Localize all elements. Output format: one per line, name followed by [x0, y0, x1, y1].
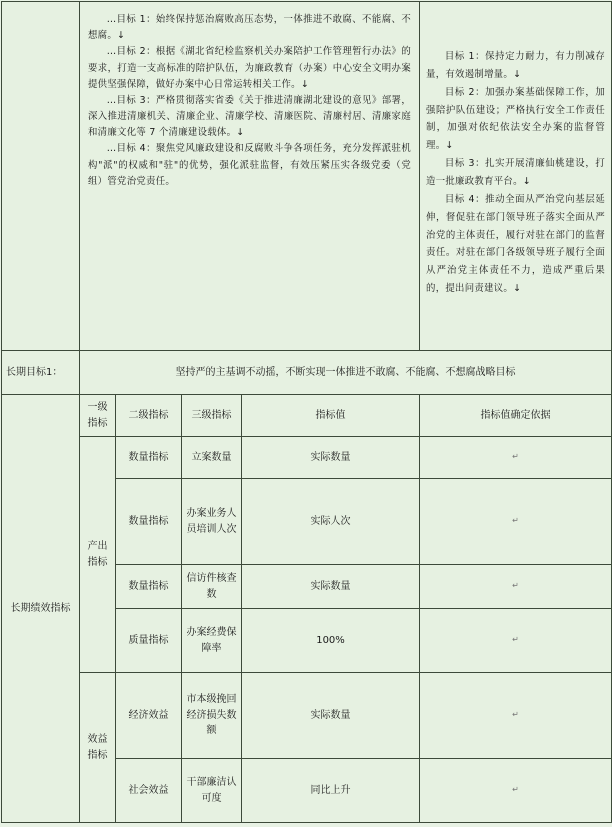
- header-level1: 一级指标: [80, 395, 116, 437]
- row-value: 100%: [242, 609, 420, 673]
- table-row: [2, 673, 612, 759]
- row-level2: 数量指标: [116, 437, 182, 479]
- row-basis: ↵: [420, 565, 612, 609]
- row-level2: 数量指标: [116, 565, 182, 609]
- long-term-goal-text: 坚持严的主基调不动摇，不断实现一体推进不敢腐、不能腐、不想腐战略目标: [80, 351, 612, 395]
- row-level3: 信访件核查数: [182, 565, 242, 609]
- table-row: [2, 437, 612, 479]
- row-level2: 数量指标: [116, 479, 182, 565]
- header-level3: 三级指标: [182, 395, 242, 437]
- row-value: 实际数量: [242, 673, 420, 759]
- goal-right-2: 目标 2：加强办案基础保障工作，加强陪护队伍建设；严格执行安全工作责任制，加强对依纪依法安全办案的监督管理。↓: [426, 86, 606, 152]
- header-value: 指标值: [242, 395, 420, 437]
- row-basis: ↵: [420, 673, 612, 759]
- long-term-goal-label: 长期目标1：: [2, 351, 80, 395]
- long-term-kpi-label: 长期绩效指标: [2, 395, 80, 823]
- goal-left-2: …目标 2：根据《湖北省纪检监察机关办案陪护工作管理暂行办法》的要求，打造一支高标准的陪护队伍，为廉政教育（办案）中心安全文明办案提供坚强保障，做好办案中心日常运转相关工作。↓: [88, 46, 412, 90]
- annual-goals-left-cell: [80, 2, 420, 351]
- goal-right-1: 目标 1：保持定力耐力，有力削减存量，有效遏制增量。↓: [426, 51, 606, 80]
- header-basis: 指标值确定依据: [420, 395, 612, 437]
- row-level3: 市本级挽回经济损失数额: [182, 673, 242, 759]
- row-basis: ↵: [420, 759, 612, 823]
- goal-left-4: …目标 4：聚焦党风廉政建设和反腐败斗争各项任务，充分发挥派驻机构"派"的权威和"驻"的优势，强化派驻监督，有效压紧压实各级党委（党组）管党治党责任。: [88, 143, 412, 187]
- goal-right-3: 目标 3：扎实开展清廉仙桃建设，打造一批廉政教育平台。↓: [426, 158, 606, 188]
- goals-row-label-cell: [2, 2, 80, 351]
- row-value: 实际人次: [242, 479, 420, 565]
- group-benefit-label: 效益指标: [80, 673, 116, 823]
- row-basis: ↵: [420, 437, 612, 479]
- row-level2: 社会效益: [116, 759, 182, 823]
- row-value: 同比上升: [242, 759, 420, 823]
- row-value: 实际数量: [242, 565, 420, 609]
- annual-goals-right-cell: [420, 2, 612, 351]
- goal-left-1: …目标 1：始终保持惩治腐败高压态势，一体推进不敢腐、不能腐、不想腐。↓: [88, 14, 412, 42]
- row-level3: 干部廉洁认可度: [182, 759, 242, 823]
- row-level2: 质量指标: [116, 609, 182, 673]
- row-basis: ↵: [420, 609, 612, 673]
- row-basis: ↵: [420, 479, 612, 565]
- row-level2: 经济效益: [116, 673, 182, 759]
- performance-goals-table: [1, 1, 612, 823]
- goal-right-4: 目标 4：推动全面从严治党向基层延伸，督促驻在部门领导班子落实全面从严治党的主体责任，履行对驻在部门的监督责任。对驻在部门各级领导班子履行全面从严治党主体责任不力，造成严重后果的，提出问责建议。↓: [426, 193, 606, 295]
- row-value: 实际数量: [242, 437, 420, 479]
- long-term-goal-row: [2, 351, 612, 395]
- row-level3: 立案数量: [182, 437, 242, 479]
- indicator-header-row: [2, 395, 612, 437]
- goals-row: [2, 2, 612, 351]
- goal-left-3: …目标 3：严格贯彻落实省委《关于推进清廉湖北建设的意见》部署，深入推进清廉机关、清廉企业、清廉学校、清廉医院、清廉村居、清廉家庭和清廉文化等 7 个清廉建设载体。↓: [88, 94, 412, 139]
- row-level3: 办案经费保障率: [182, 609, 242, 673]
- row-level3: 办案业务人员培训人次: [182, 479, 242, 565]
- group-output-label: 产出指标: [80, 437, 116, 673]
- header-level2: 二级指标: [116, 395, 182, 437]
